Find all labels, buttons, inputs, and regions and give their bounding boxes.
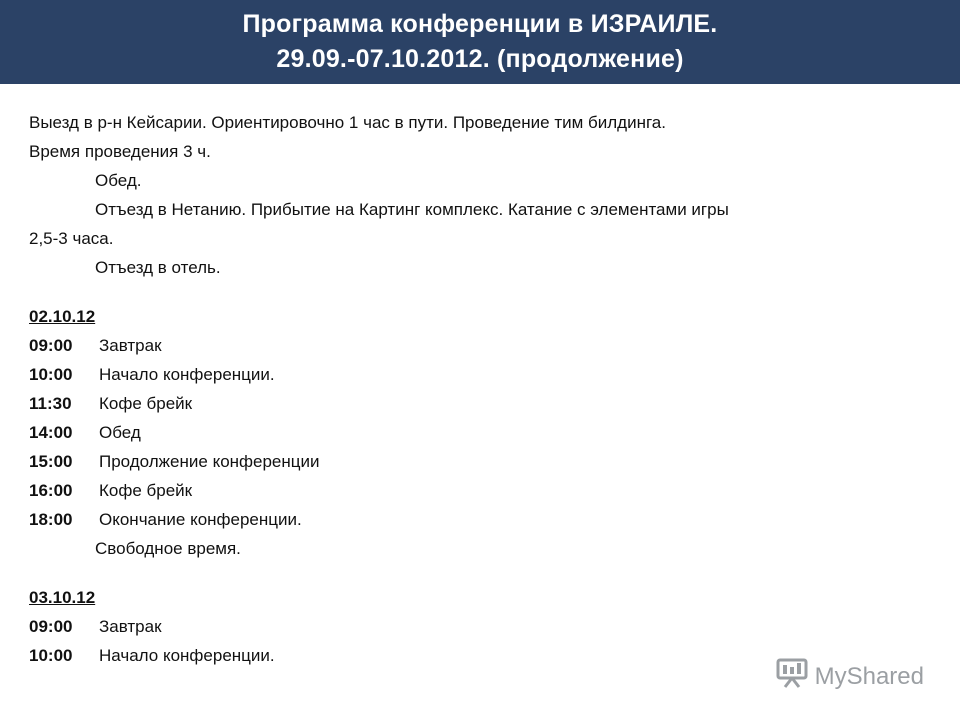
intro-line: 2,5-3 часа. — [29, 229, 114, 248]
schedule-time: 15:00 — [29, 452, 73, 471]
schedule-event: Окончание конференции. — [99, 510, 302, 529]
schedule-row — [29, 476, 929, 505]
page-title-line-1: Программа конференции в ИЗРАИЛЕ. — [242, 10, 718, 38]
schedule-time: 10:00 — [29, 646, 73, 665]
schedule-event: Кофе брейк — [99, 394, 193, 413]
schedule-event: Начало конференции. — [99, 365, 275, 384]
schedule-time: 14:00 — [29, 423, 73, 442]
intro-line: Выезд в р-н Кейсарии. Ориентировочно 1 час в пути. Проведение тим билдинга. — [29, 113, 666, 132]
intro-line: Отъезд в Нетанию. Прибытие на Картинг комплекс. Катание с элементами игры — [95, 200, 729, 219]
schedule-time: 18:00 — [29, 510, 73, 529]
intro-line: Время проведения 3 ч. — [29, 142, 211, 161]
day-date: 03.10.12 — [29, 588, 96, 607]
schedule-event: Обед — [99, 423, 141, 442]
day-date: 02.10.12 — [29, 307, 96, 326]
schedule-time: 11:30 — [29, 394, 72, 413]
schedule-time: 09:00 — [29, 617, 73, 636]
intro-line: Отъезд в отель. — [95, 258, 221, 277]
schedule-event: Продолжение конференции — [99, 452, 320, 471]
schedule-time: 09:00 — [29, 336, 73, 355]
schedule-row — [29, 418, 929, 447]
schedule-event: Завтрак — [99, 336, 162, 355]
schedule-time: 16:00 — [29, 481, 73, 500]
program-body — [29, 108, 929, 670]
schedule-event: Кофе брейк — [99, 481, 193, 500]
schedule-row — [29, 331, 929, 360]
title-banner — [0, 0, 960, 84]
watermark-text: MyShared — [814, 662, 924, 690]
schedule-row — [29, 389, 929, 418]
watermark-logo — [775, 658, 924, 695]
schedule-time: 10:00 — [29, 365, 73, 384]
day-section-02 — [29, 302, 929, 331]
schedule-event: Завтрак — [99, 617, 162, 636]
presentation-board-icon — [775, 658, 815, 695]
schedule-row — [29, 447, 929, 476]
schedule-row — [29, 505, 929, 534]
day-section-03 — [29, 583, 929, 612]
intro-line: Обед. — [95, 171, 142, 190]
schedule-row — [29, 612, 929, 641]
spacer — [29, 282, 929, 302]
schedule-row — [29, 360, 929, 389]
page-title-line-2: 29.09.-07.10.2012. (продолжение) — [276, 45, 684, 73]
spacer — [29, 563, 929, 583]
schedule-note: Свободное время. — [95, 539, 241, 558]
schedule-event: Начало конференции. — [99, 646, 275, 665]
